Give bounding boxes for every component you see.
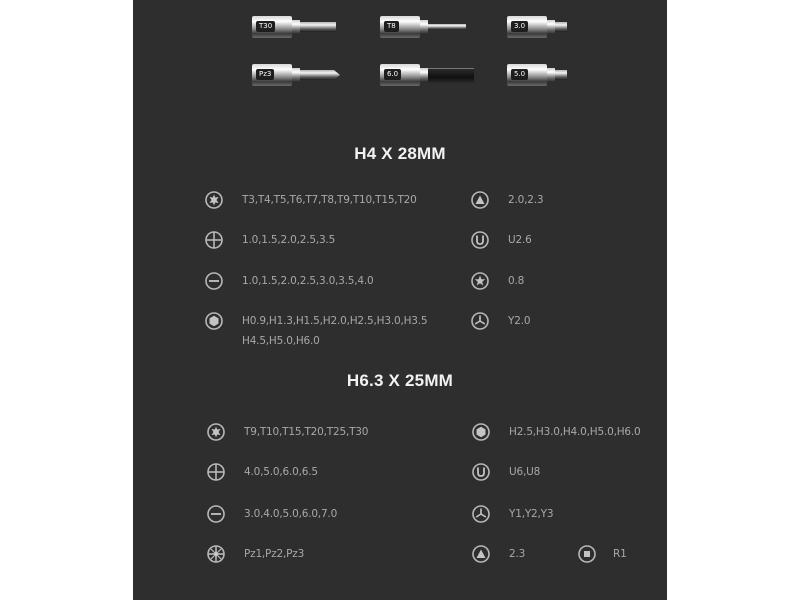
pozidriv-tip (300, 70, 340, 80)
hex-tip (555, 70, 567, 80)
u-shape-icon (471, 231, 489, 249)
bit-label: 3.0 (511, 21, 528, 32)
spec-u-shape: U2.6 (471, 231, 532, 250)
bit-label: Pz3 (256, 69, 274, 80)
slotted-tip (555, 22, 567, 32)
u-shape-icon (472, 463, 490, 481)
torx-icon (207, 423, 225, 441)
spec-slotted: 1.0,1.5,2.0,2.5,3.0,3.5,4.0 (205, 272, 374, 291)
spec-torx: T9,T10,T15,T20,T25,T30 (207, 423, 368, 442)
spec-tri-wing: Y1,Y2,Y3 (472, 505, 553, 524)
spec-hex: H0.9,H1.3,H1.5,H2.0,H2.5,H3.0,H3.5 H4.5,H5.0,H6.0 (205, 312, 427, 351)
triangle-icon (471, 191, 489, 209)
spec-phillips: 4.0,5.0,6.0,6.5 (207, 463, 318, 482)
hex-icon (472, 423, 490, 441)
torx-tip (300, 22, 336, 32)
bit-label: T8 (384, 21, 399, 32)
spec-pozidriv: Pz1,Pz2,Pz3 (207, 545, 304, 564)
torx-icon (205, 191, 223, 209)
spec-triangle: 2.3 (472, 545, 525, 564)
tri-wing-y-icon (471, 312, 489, 330)
spec-tri-wing: Y2.0 (471, 312, 530, 331)
spec-u-shape: U6,U8 (472, 463, 540, 482)
phillips-icon (207, 463, 225, 481)
bit-image-slotted-3 (507, 16, 567, 38)
bit-label: 6.0 (384, 69, 401, 80)
square-robertson-icon (578, 545, 596, 563)
pentalobe-star-icon (471, 272, 489, 290)
spec-hex: H2.5,H3.0,H4.0,H5.0,H6.0 (472, 423, 641, 442)
bit-image-slotted-6 (380, 64, 470, 86)
spec-square-robertson: R1 (578, 545, 627, 564)
bit-image-pz3 (252, 64, 342, 86)
tri-wing-y-icon (472, 505, 490, 523)
spec-torx: T3,T4,T5,T6,T7,T8,T9,T10,T15,T20 (205, 191, 417, 210)
phillips-icon (205, 231, 223, 249)
section-title-h4x28: H4 X 28MM (354, 144, 446, 163)
torx-tip (428, 24, 466, 30)
slotted-icon (205, 272, 223, 290)
bit-image-t30 (252, 16, 342, 38)
slotted-tip (428, 68, 474, 83)
hex-icon (205, 312, 223, 330)
section-title-h63x25: H6.3 X 25MM (346, 371, 454, 390)
triangle-icon (472, 545, 490, 563)
bit-label: T30 (256, 21, 275, 32)
bit-image-hex-5 (507, 64, 567, 86)
bit-image-t8 (380, 16, 470, 38)
spec-slotted: 3.0,4.0,5.0,6.0,7.0 (207, 505, 337, 524)
pozidriv-icon (207, 545, 225, 563)
slotted-icon (207, 505, 225, 523)
spec-triangle: 2.0,2.3 (471, 191, 543, 210)
spec-phillips: 1.0,1.5,2.0,2.5,3.5 (205, 231, 335, 250)
bit-label: 5.0 (511, 69, 528, 80)
spec-pentalobe-star: 0.8 (471, 272, 524, 291)
